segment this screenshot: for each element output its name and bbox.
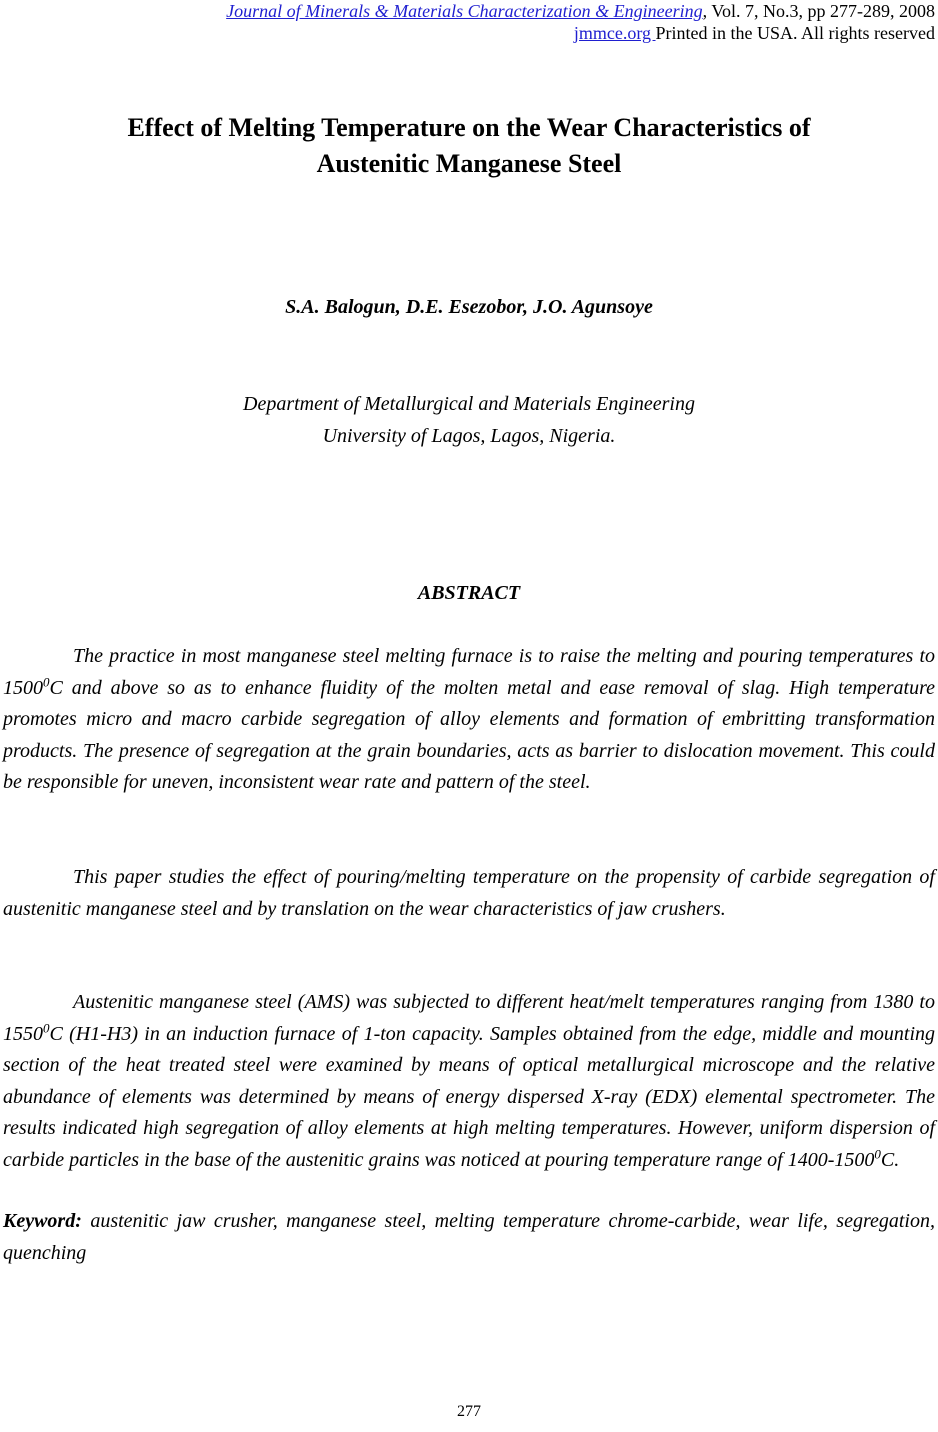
keywords-label: Keyword: bbox=[3, 1210, 82, 1232]
abstract-heading: ABSTRACT bbox=[417, 582, 521, 604]
abstract-p1-text-a: The practice in most manganese steel melting furnace is to raise the melting and pouring temperatures to 1500 bbox=[3, 645, 935, 699]
paper-title bbox=[0, 110, 938, 182]
abstract-p3-text-a: Austenitic manganese steel (AMS) was subjected to different heat/melt temperatures ranging from 1380 to 1550 bbox=[3, 991, 935, 1045]
abstract-p3-text-b: C (H1-H3) in an induction furnace of 1-ton capacity. Samples obtained from the edge, middle and mounting section of the heat treated steel were examined by means of optical metallurgical microscope and the relative abundance of elements was determined by means of energy dispersed X-ray (EDX) elemental spectrometer. The results indicated high segregation of alloy elements at high melting temperatures. However, uniform dispersion of carbide particles in the base of the austenitic grains was noticed at pouring temperature range of 1400-1500 bbox=[3, 1022, 935, 1171]
title-line-2: Austenitic Manganese Steel bbox=[316, 149, 622, 178]
abstract-paragraph-2 bbox=[3, 862, 935, 925]
affiliation bbox=[0, 388, 938, 452]
superscript-degree: 0 bbox=[874, 1145, 881, 1161]
abstract-p2-text: This paper studies the effect of pouring/melting temperature on the propensity of carbide segregation of austenitic manganese steel and by translation on the wear characteristics of jaw crushers. bbox=[3, 866, 935, 920]
rights-notice: Printed in the USA. All rights reserved bbox=[655, 23, 935, 43]
superscript-degree: 0 bbox=[43, 1019, 50, 1035]
journal-citation bbox=[226, 0, 935, 22]
abstract-p1-text-b: C and above so as to enhance fluidity of the molten metal and ease removal of slag. High temperature promotes micro and macro carbide segregation of alloy elements and formation of embritting transformation products. The presence of segregation at the grain boundaries, acts as barrier to dislocation movement. This could be responsible for uneven, inconsistent wear rate and pattern of the steel. bbox=[3, 676, 935, 793]
superscript-degree: 0 bbox=[43, 673, 50, 689]
authors: S.A. Balogun, D.E. Esezobor, J.O. Agunsoye bbox=[285, 296, 653, 318]
affiliation-university: University of Lagos, Lagos, Nigeria. bbox=[322, 425, 616, 447]
journal-site-line bbox=[574, 22, 935, 44]
journal-link[interactable]: Journal of Minerals & Materials Characterization & Engineering bbox=[226, 1, 703, 21]
site-link[interactable]: jmmce.org bbox=[573, 23, 656, 43]
abstract-paragraph-3 bbox=[3, 987, 935, 1176]
affiliation-department: Department of Metallurgical and Materials Engineering bbox=[243, 393, 695, 415]
journal-volume-info: , Vol. 7, No.3, pp 277-289, 2008 bbox=[702, 1, 935, 21]
keywords bbox=[3, 1206, 935, 1269]
title-line-1: Effect of Melting Temperature on the Wear Characteristics of bbox=[127, 113, 811, 142]
abstract-paragraph-1 bbox=[3, 641, 935, 799]
page-number: 277 bbox=[457, 1403, 481, 1420]
abstract-p3-text-c: C. bbox=[880, 1148, 900, 1171]
keywords-text: austenitic jaw crusher, manganese steel, melting temperature chrome-carbide, wear life, segregation, quenching bbox=[3, 1210, 935, 1264]
